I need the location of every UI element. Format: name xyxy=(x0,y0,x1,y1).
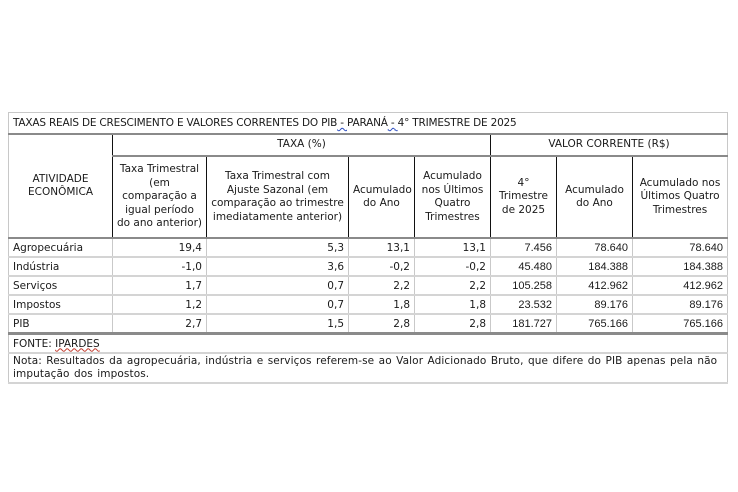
cell-value: 19,4 xyxy=(113,238,207,257)
cell-value: 2,2 xyxy=(415,276,491,295)
cell-value: 1,8 xyxy=(349,295,415,314)
table-row-servicos xyxy=(9,276,728,295)
cell-value: 181.727 xyxy=(491,314,557,334)
cell-value: 2,8 xyxy=(349,314,415,334)
cell-value: 13,1 xyxy=(415,238,491,257)
source-name: IPARDES xyxy=(55,337,100,350)
cell-value: 765.166 xyxy=(633,314,728,334)
col-header-taxa-ultimos-quatro: Acumulado nos Últimos Quatro Trimestres xyxy=(415,156,491,238)
cell-value: 765.166 xyxy=(557,314,633,334)
row-label: Agropecuária xyxy=(9,238,113,257)
cell-value: 2,2 xyxy=(349,276,415,295)
title-row xyxy=(9,113,728,135)
note-row xyxy=(9,353,728,383)
cell-value: 1,7 xyxy=(113,276,207,295)
title-separator-1: - xyxy=(337,117,348,129)
row-label: PIB xyxy=(9,314,113,334)
title-text-period: 4° TRIMESTRE DE 2025 xyxy=(397,117,517,129)
row-header-atividade: ATIVIDADE ECONÔMICA xyxy=(9,134,113,238)
col-header-taxa-trimestral: Taxa Trimestral (em comparação a igual período do ano anterior) xyxy=(113,156,207,238)
source-prefix: FONTE: xyxy=(13,337,56,350)
group-header-taxa: TAXA (%) xyxy=(113,134,491,156)
source-row xyxy=(9,334,728,354)
cell-value: 78.640 xyxy=(633,238,728,257)
title-separator-2: - xyxy=(387,117,398,129)
cell-value: 1,5 xyxy=(207,314,349,334)
title-text-a: TAXAS REAIS DE CRESCIMENTO E VALORES CORRENTES DO PIB xyxy=(13,117,338,129)
title-text-state: PARANÁ xyxy=(347,117,388,129)
cell-value: 13,1 xyxy=(349,238,415,257)
cell-value: 412.962 xyxy=(557,276,633,295)
cell-value: 412.962 xyxy=(633,276,728,295)
row-label: Serviços xyxy=(9,276,113,295)
table-title xyxy=(9,113,728,135)
table-row-industria xyxy=(9,257,728,276)
cell-value: 23.532 xyxy=(491,295,557,314)
col-header-valor-acumulado-ano: Acumulado do Ano xyxy=(557,156,633,238)
cell-value: 3,6 xyxy=(207,257,349,276)
col-header-valor-trimestre: 4° Trimestre de 2025 xyxy=(491,156,557,238)
cell-value: 89.176 xyxy=(633,295,728,314)
cell-value: 89.176 xyxy=(557,295,633,314)
cell-value: 1,8 xyxy=(415,295,491,314)
cell-value: -0,2 xyxy=(349,257,415,276)
cell-value: 184.388 xyxy=(557,257,633,276)
group-header-valor: VALOR CORRENTE (R$) xyxy=(491,134,728,156)
cell-value: 0,7 xyxy=(207,295,349,314)
table-row-pib xyxy=(9,314,728,334)
cell-value: -0,2 xyxy=(415,257,491,276)
gdp-table-sheet xyxy=(8,112,727,384)
footnote: Nota: Resultados da agropecuária, indústria e serviços referem-se ao Valor Adicionado Bruto, que difere do PIB apenas pela não imputação dos impostos. xyxy=(9,353,728,383)
row-label: Impostos xyxy=(9,295,113,314)
cell-value: 45.480 xyxy=(491,257,557,276)
column-header-row xyxy=(9,156,728,238)
cell-value: 105.258 xyxy=(491,276,557,295)
row-label: Indústria xyxy=(9,257,113,276)
cell-value: -1,0 xyxy=(113,257,207,276)
col-header-taxa-ajuste-sazonal: Taxa Trimestral com Ajuste Sazonal (em comparação ao trimestre imediatamente anterior) xyxy=(207,156,349,238)
cell-value: 2,8 xyxy=(415,314,491,334)
source-note xyxy=(9,334,728,354)
group-header-row xyxy=(9,134,728,156)
col-header-valor-ultimos-quatro: Acumulado nos Últimos Quatro Trimestres xyxy=(633,156,728,238)
cell-value: 2,7 xyxy=(113,314,207,334)
gdp-growth-table xyxy=(8,112,728,384)
table-row-impostos xyxy=(9,295,728,314)
cell-value: 5,3 xyxy=(207,238,349,257)
table-row-agropecuaria xyxy=(9,238,728,257)
cell-value: 78.640 xyxy=(557,238,633,257)
col-header-taxa-acumulado-ano: Acumulado do Ano xyxy=(349,156,415,238)
cell-value: 1,2 xyxy=(113,295,207,314)
cell-value: 7.456 xyxy=(491,238,557,257)
cell-value: 0,7 xyxy=(207,276,349,295)
cell-value: 184.388 xyxy=(633,257,728,276)
